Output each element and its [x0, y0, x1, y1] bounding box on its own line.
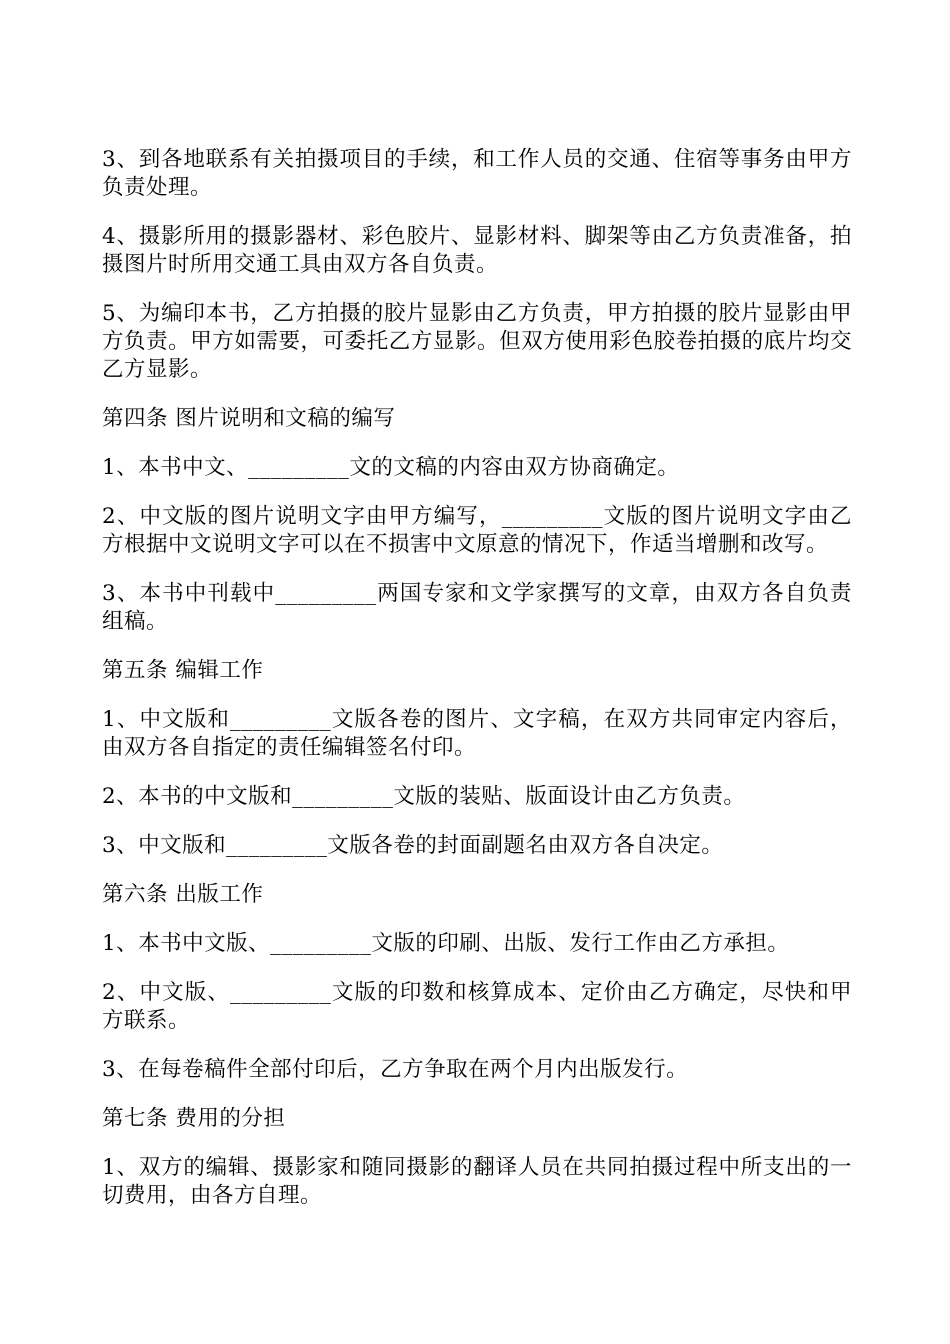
article-4-heading: 第四条 图片说明和文稿的编写 — [102, 406, 396, 431]
clause-4-paragraph: 4、摄影所用的摄影器材、彩色胶片、显影材料、脚架等由乙方负责准备，拍摄图片时所用交通工具由双方各自负责。 — [102, 224, 852, 277]
article-7-heading: 第七条 费用的分担 — [102, 1106, 286, 1131]
article-7-item-1: 1、双方的编辑、摄影家和随同摄影的翻译人员在共同拍摄过程中所支出的一切费用，由各方自理。 — [102, 1155, 852, 1208]
article-5-item-2: 2、本书的中文版和_________文版的装贴、版面设计由乙方负责。 — [102, 784, 746, 809]
clause-5-paragraph: 5、为编印本书，乙方拍摄的胶片显影由乙方负责，甲方拍摄的胶片显影由甲方负责。甲方如需要，可委托乙方显影。但双方使用彩色胶卷拍摄的底片均交乙方显影。 — [102, 301, 852, 382]
clause-3-paragraph: 3、到各地联系有关拍摄项目的手续，和工作人员的交通、住宿等事务由甲方负责处理。 — [102, 147, 852, 200]
article-4-item-3: 3、本书中刊载中_________两国专家和文学家撰写的文章，由双方各自负责组稿。 — [102, 581, 852, 634]
article-4-item-1: 1、本书中文、_________文的文稿的内容由双方协商确定。 — [102, 455, 680, 480]
document-body — [102, 146, 852, 1231]
article-6-item-3: 3、在每卷稿件全部付印后，乙方争取在两个月内出版发行。 — [102, 1057, 689, 1082]
article-6-heading: 第六条 出版工作 — [102, 882, 264, 907]
article-5-item-3: 3、中文版和_________文版各卷的封面副题名由双方各自决定。 — [102, 833, 724, 858]
article-6-item-1: 1、本书中文版、_________文版的印刷、出版、发行工作由乙方承担。 — [102, 931, 790, 956]
article-5-heading: 第五条 编辑工作 — [102, 658, 264, 683]
article-6-item-2: 2、中文版、_________文版的印数和核算成本、定价由乙方确定，尽快和甲方联系。 — [102, 980, 852, 1033]
article-5-item-1: 1、中文版和_________文版各卷的图片、文字稿，在双方共同审定内容后，由双方各自指定的责任编辑签名付印。 — [102, 707, 852, 760]
article-4-item-2: 2、中文版的图片说明文字由甲方编写，_________文版的图片说明文字由乙方根据中文说明文字可以在不损害中文原意的情况下，作适当增删和改写。 — [102, 504, 852, 557]
